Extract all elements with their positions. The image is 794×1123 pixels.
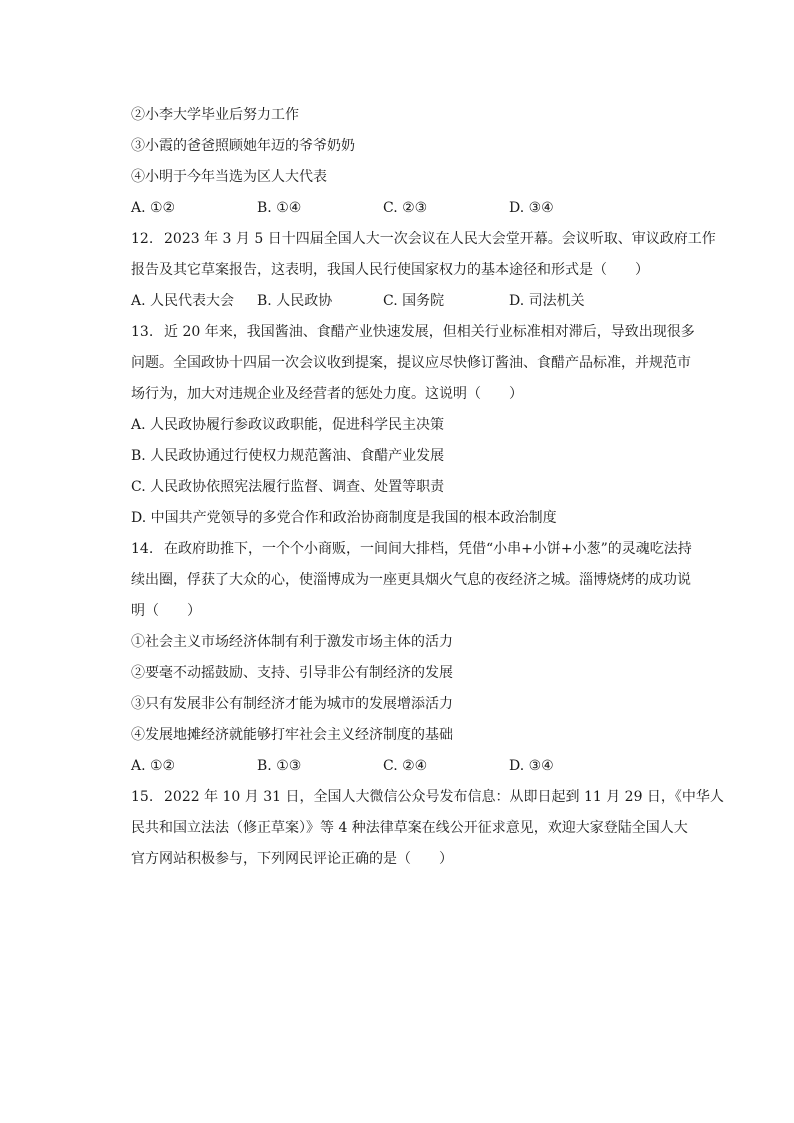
- q15-stem-line-1: [131, 782, 724, 813]
- q11-option-a: A. ①②: [131, 200, 176, 216]
- q15-stem-line-3: 官方网站积极参与，下列网民评论正确的是（ ）: [131, 851, 453, 867]
- q14-option-c: C. ②④: [383, 758, 428, 774]
- q14-item-3: ③只有发展非公有制经济才能为城市的发展增添活力: [131, 696, 453, 712]
- q13-stem-line-1: [131, 317, 696, 348]
- q12-option-c: C. 国务院: [383, 293, 445, 309]
- q14-stem-text-1: 在政府助推下，一个个小商贩，一间间大排档，凭借“小串+小饼+小葱”的灵魂吃法持: [164, 541, 692, 557]
- q12-number: 12.: [131, 231, 154, 247]
- q11-option-d: D. ③④: [509, 200, 554, 216]
- q13-option-c: C. 人民政协依照宪法履行监督、调查、处置等职责: [131, 479, 445, 495]
- q13-stem-line-2: 问题。全国政协十四届一次会议收到提案，提议应尽快修订酱油、食醋产品标准，并规范市: [131, 355, 691, 371]
- q14-stem-line-1: [131, 534, 696, 565]
- q12-stem-line-1: [131, 224, 716, 255]
- q13-stem-line-3: 场行为，加大对违规企业及经营者的惩处力度。这说明（ ）: [131, 386, 523, 402]
- q13-option-d: D. 中国共产党领导的多党合作和政治协商制度是我国的根本政治制度: [131, 510, 557, 526]
- q14-stem-line-2: 续出圈，俘获了大众的心，使淄博成为一座更具烟火气息的夜经济之城。淄博烧烤的成功说: [131, 572, 691, 588]
- q12-stem-text-1: 2023 年 3 月 5 日十四届全国人大一次会议在人民大会堂开幕。会议听取、审议政府工作: [164, 231, 716, 247]
- q12-option-b: B. 人民政协: [257, 293, 333, 309]
- q15-number: 15.: [131, 789, 154, 805]
- q14-item-2: ②要毫不动摇鼓励、支持、引导非公有制经济的发展: [131, 665, 453, 681]
- q12-option-d: D. 司法机关: [509, 293, 585, 309]
- q14-item-4: ④发展地摊经济就能够打牢社会主义经济制度的基础: [131, 727, 453, 743]
- q13-option-a: A. 人民政协履行参政议政职能，促进科学民主决策: [131, 417, 445, 433]
- q12-options: [131, 286, 696, 317]
- q13-number: 13.: [131, 324, 154, 340]
- page-content: [131, 100, 724, 875]
- q12-option-a: A. 人民代表大会: [131, 293, 235, 309]
- q13-option-b: B. 人民政协通过行使权力规范酱油、食醋产业发展: [131, 448, 445, 464]
- q11-option-c: C. ②③: [383, 200, 428, 216]
- q12-stem-line-2: 报告及其它草案报告，这表明，我国人民行使国家权力的基本途径和形式是（ ）: [131, 262, 649, 278]
- q14-options: [131, 751, 696, 782]
- q14-option-b: B. ①③: [257, 758, 302, 774]
- q11-options: [131, 193, 696, 224]
- q11-item-3: ③小霞的爸爸照顾她年迈的爷爷奶奶: [131, 138, 355, 154]
- q14-number: 14.: [131, 541, 154, 557]
- q11-item-4: ④小明于今年当选为区人大代表: [131, 169, 327, 185]
- q15-stem-line-2: 民共和国立法法（修正草案）》等 4 种法律草案在线公开征求意见，欢迎大家登陆全国人大: [131, 820, 688, 836]
- q14-item-1: ①社会主义市场经济体制有利于激发市场主体的活力: [131, 634, 453, 650]
- q14-option-a: A. ①②: [131, 758, 176, 774]
- q15-stem-text-1: 2022 年 10 月 31 日，全国人大微信公众号发布信息：从即日起到 11 月 29 日，《中华人: [164, 789, 724, 805]
- q14-stem-line-3: 明（ ）: [131, 603, 201, 619]
- q11-item-2: ②小李大学毕业后努力工作: [131, 107, 299, 123]
- q11-option-b: B. ①④: [257, 200, 302, 216]
- q14-option-d: D. ③④: [509, 758, 554, 774]
- q13-stem-text-1: 近 20 年来，我国酱油、食醋产业快速发展，但相关行业标准相对滞后，导致出现很多: [164, 324, 695, 340]
